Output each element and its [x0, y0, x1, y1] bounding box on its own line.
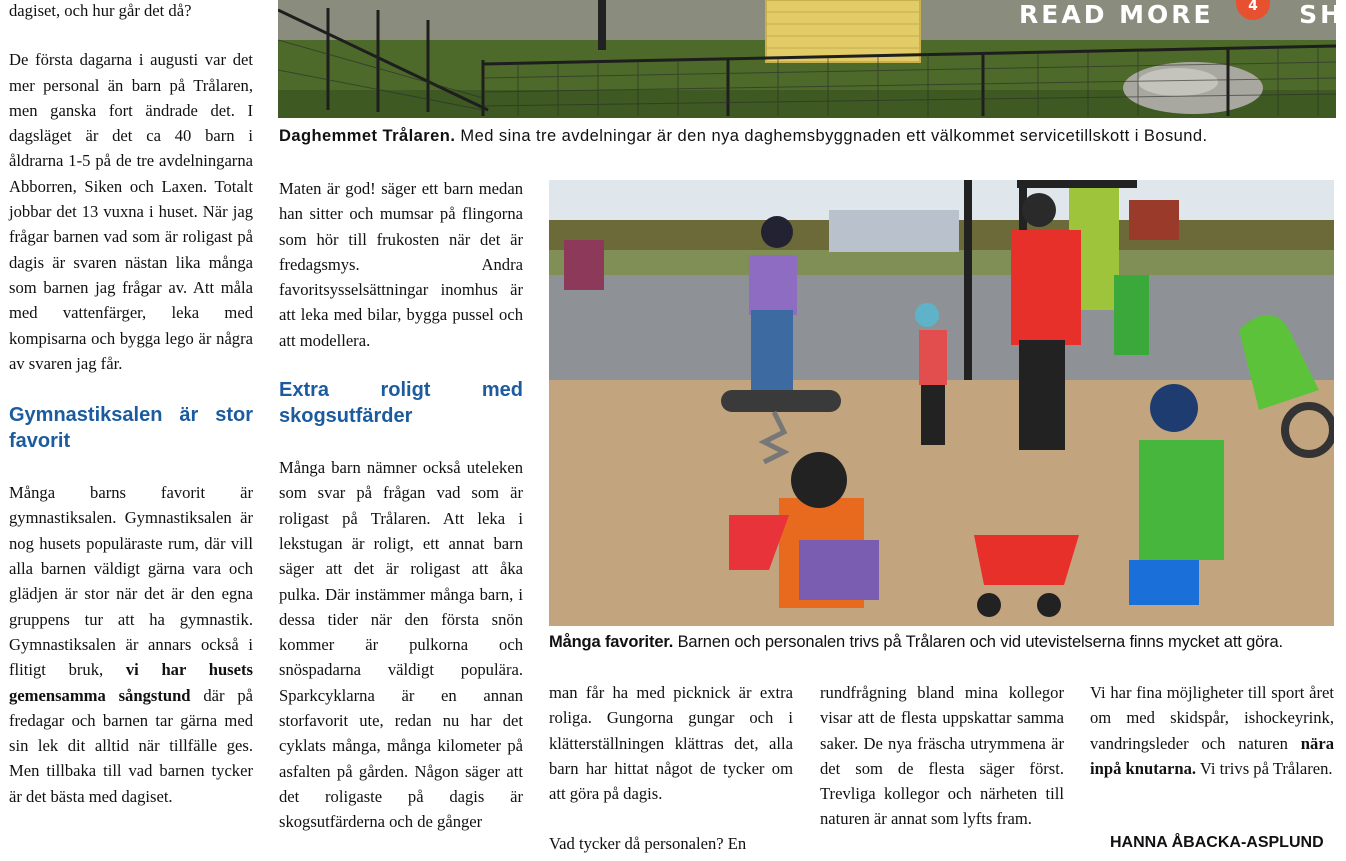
column-5: [1090, 680, 1334, 781]
column-2-paragraph-2: Många barn nämner också uteleken som svar på frågan vad som är roligast på Trålaren. Att leka i lekstugan är roligt, ett annat barn säger att det är roligast att åka pulka. Där instämmer många barn, i dessa tider när den första snön kommer är pulkorna och snöspadarna väldigt populära. Sparkcyklarna är en annan storfavorit ute, redan nu har det cyklats många, många kilometer på asfalten på gården. Någon säger att det roligaste på dagis är skogsutfärderna och de gånger: [279, 458, 523, 832]
column-3-paragraph-2: Vad tycker då personalen? En: [549, 834, 747, 854]
caption-text: Med sina tre avdelningar är den nya daghemsbyggnaden ett välkommet servicetillskott i Bosund.: [455, 127, 1208, 145]
share-label[interactable]: SH: [1299, 0, 1344, 29]
column-1-top-line: dagiset, och hur går det då?: [9, 1, 192, 20]
read-more-label[interactable]: READ MORE: [1019, 0, 1214, 29]
notification-badge[interactable]: 4: [1236, 0, 1270, 20]
caption-text: Barnen och personalen trivs på Trålaren och vid utevistelserna finns mycket att göra.: [673, 633, 1283, 651]
para2-end: där på fredagar och barnen tar gärna med sin lek dit alltid när tillfälle ges. Men tillbaka till vad barnen tycker är det bästa med dagiset.: [9, 685, 253, 806]
playground-photo: [549, 180, 1334, 626]
column-1-paragraph-1: De första dagarna i augusti var det mer personal än barn på Trålaren, men ganska fort ändrade det. I dagsläget är det ca 40 barn i åldrarna 1-5 på de tre avdelningarna Abborren, Siken och Laxen. Totalt jobbar det 13 vuxna i huset. När jag frågar barnen vad som är roligast på dagis är svaren nästan lika många som barnen jag frågar av. Att måla med vattenfärger, leka med kompisarna och bygga lego är några av svaren jag får.: [9, 50, 253, 373]
playground-photo-caption: [549, 632, 1283, 652]
column-1-paragraph-2: [9, 480, 253, 809]
read-more-link[interactable]: [1019, 0, 1344, 29]
column-5-paragraph-1: [1090, 680, 1334, 781]
para-bold: nära inpå knutarna.: [1090, 733, 1334, 778]
top-photo-caption: [279, 126, 1208, 146]
caption-title: Daghemmet Trålaren.: [279, 127, 456, 145]
column-2: [279, 176, 523, 835]
column-4-paragraph-1: rundfrågning bland mina kollegor visar att de flesta uppskattar samma saker. De nya fräscha utrymmena är det som de flesta säger först. Trevliga kollegor och närheten till naturen är annat som lyfts fram.: [820, 683, 1064, 829]
para-start: Vi har fina möjligheter till sport året om med skidspår, ishockeyrink, vandringsleder och naturen: [1090, 683, 1334, 753]
children-playground-photo: [549, 180, 1334, 626]
column-2-paragraph-1: Maten är god! säger ett barn medan han sitter och mumsar på flingorna som hör till frukosten när det är fredagsmys. Andra favoritsysselsättningar inomhus är att leka med bilar, bygga pussel och att modellera.: [279, 179, 523, 350]
author-byline: HANNA ÅBACKA-ASPLUND: [1110, 834, 1324, 851]
column-2-heading: Extra roligt med skogsutfärder: [279, 379, 523, 428]
column-1: [9, 0, 253, 809]
column-1-heading: Gymnastiksalen är stor favorit: [9, 404, 253, 453]
para2-start: Många barns favorit är gymnastiksalen. Gymnastiksalen är nog husets populäraste rum, där vill alla barnen väldigt gärna vara och glädjen är stor när det är den egna gruppens tur att ha gymnastik. Gymnastiksalen är annars också i flitigt bruk,: [9, 483, 253, 680]
para-end: Vi trivs på Trålaren.: [1196, 758, 1333, 778]
para2-bold: vi har husets gemensamma sångstund: [9, 660, 253, 705]
column-4: [820, 680, 1064, 832]
column-3: [549, 680, 793, 857]
column-3-paragraph-1: man får ha med picknick är extra roliga. Gungorna gungar och i klätterställningen klättras det, alla barn har hittat något de tycker om att göra på dagis.: [549, 683, 793, 804]
caption-title: Många favoriter.: [549, 633, 674, 651]
